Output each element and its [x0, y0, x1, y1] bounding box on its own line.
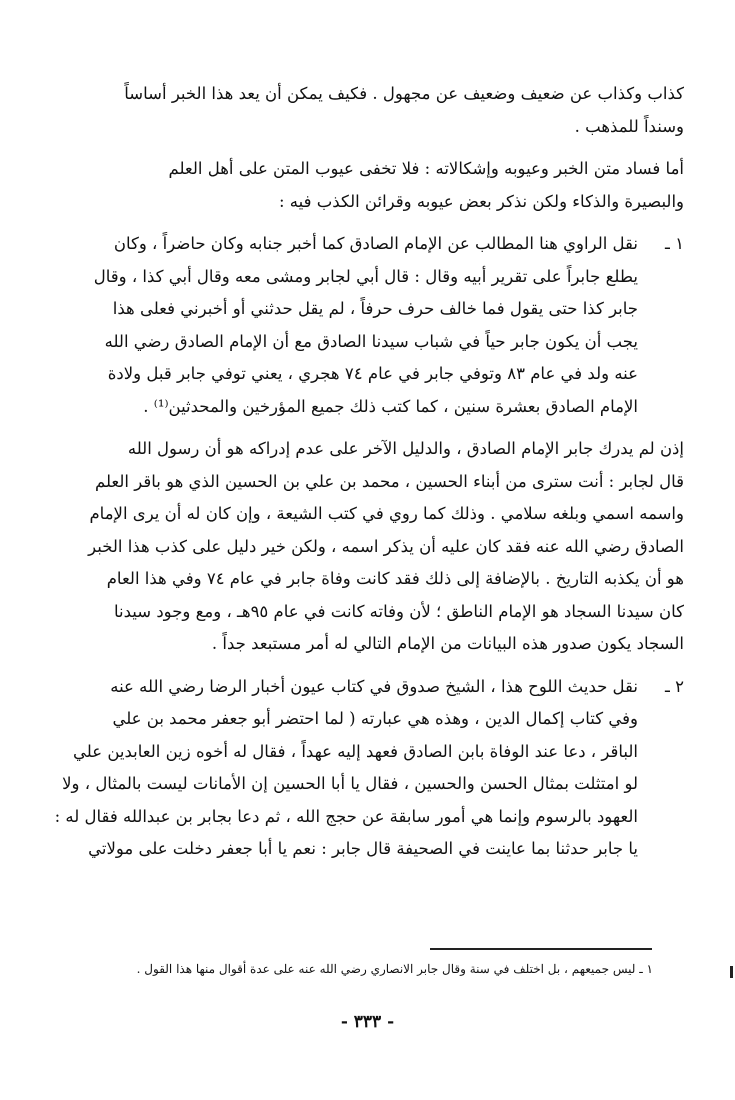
- text-line: قال لجابر : أنت سترى من أبناء الحسين ، محمد بن علي بن الحسين الذي هو باقر العلم: [94, 471, 684, 491]
- text-line: لو امتثلت بمثال الحسن والحسين ، فقال يا أبا الحسين إن الأمانات ليست بالمثال ، ولا: [62, 774, 638, 793]
- text-line: وفي كتاب إكمال الدين ، وهذه هي عبارته ( لما احتضر أبو جعفر محمد بن علي: [112, 709, 638, 728]
- text-line: نقل الراوي هنا المطالب عن الإمام الصادق كما أخبر جنابه وكان حاضراً ، وكان: [113, 234, 638, 253]
- text-line: يا جابر حدثنا بما عاينت في الصحيفة قال جابر : نعم يا أبا جعفر دخلت على مولاتي: [88, 839, 638, 858]
- numbered-item: [44, 228, 684, 423]
- margin-mark: [730, 966, 733, 978]
- item-number: ١ ـ: [665, 234, 684, 253]
- text-line: الإمام الصادق بعشرة سنين ، كما كتب ذلك جميع المؤرخين والمحدثين⁽¹⁾ .: [143, 396, 638, 416]
- text-line: إذن لم يدرك جابر الإمام الصادق ، والدليل الآخر على عدم إدراكه هو أن رسول الله: [127, 439, 684, 458]
- text-line: السجاد يكون صدور هذه البيانات من الإمام التالي له أمر مستبعد جداً .: [211, 634, 684, 653]
- text-line: هو أن يكذبه التاريخ . بالإضافة إلى ذلك فقد كانت وفاة جابر في عام ٧٤ وفي هذا العام: [106, 569, 684, 588]
- text-line: كان سيدنا السجاد هو الإمام الناطق ؛ لأن وفاته كانت في عام ٩٥هـ ، ومع وجود سيدنا: [114, 601, 684, 621]
- text-line: والبصيرة والذكاء ولكن نذكر بعض عيوبه وقرائن الكذب فيه :: [279, 191, 684, 211]
- text-line: نقل حديث اللوح هذا ، الشيخ صدوق في كتاب عيون أخبار الرضا رضي الله عنه: [110, 676, 638, 696]
- numbered-item: [44, 671, 684, 866]
- page-number: - ٣٣٣ -: [340, 1012, 395, 1032]
- footnote: ١ ـ ليس جميعهم ، بل اختلف في سنة وقال جابر الانصاري رضي الله عنه على عدة أقوال منها هذا القول .: [136, 962, 653, 976]
- text-line: الباقر ، دعا عند الوفاة بابن الصادق فعهد إليه عهداً ، فقال له أخوه زين العابدين علي: [73, 741, 638, 761]
- paragraph: [44, 433, 684, 661]
- item-number: ٢ ـ: [665, 676, 684, 696]
- text-line: وسنداً للمذهب .: [574, 116, 684, 136]
- text-line: كذاب وكذاب عن ضعيف وضعيف عن مجهول . فكيف يمكن أن يعد هذا الخبر أساساً: [124, 84, 684, 103]
- text-line: الصادق رضي الله عنه فقد كان عليه أن يذكر اسمه ، ولكن خير دليل على كذب هذا الخبر: [88, 536, 684, 556]
- page-body: [44, 78, 684, 866]
- paragraph: [44, 78, 684, 143]
- text-line: واسمه اسمي وبلغه سلامي . وذلك كما روي في كتب الشيعة ، وإن كان له أن يرى الإمام: [89, 504, 684, 523]
- text-line: عنه ولد في عام ٨٣ وتوفي جابر في عام ٧٤ هجري ، يعني توفي جابر قبل ولادة: [107, 364, 638, 383]
- text-line: جابر كذا حتى يقول فما خالف حرف حرفاً ، لم يقل حدثني أو أخبرني فعلى هذا: [112, 299, 638, 318]
- text-line: يجب أن يكون جابر حياً في شباب سيدنا الصادق مع أن الإمام الصادق رضي الله: [104, 331, 638, 351]
- text-line: أما فساد متن الخبر وعيوبه وإشكالاته : فلا تخفى عيوب المتن على أهل العلم: [168, 159, 684, 178]
- text-line: العهود بالرسوم وإنما هي أمور سابقة عن حجج الله ، ثم دعا بجابر بن عبدالله فقال له :: [54, 806, 638, 826]
- paragraph: [44, 153, 684, 218]
- text-line: يطلع جابراً على تقرير أبيه وقال : قال أبي لجابر ومشى معه وقال أبي كذا ، وقال: [93, 266, 638, 286]
- footnote-divider: [430, 948, 652, 950]
